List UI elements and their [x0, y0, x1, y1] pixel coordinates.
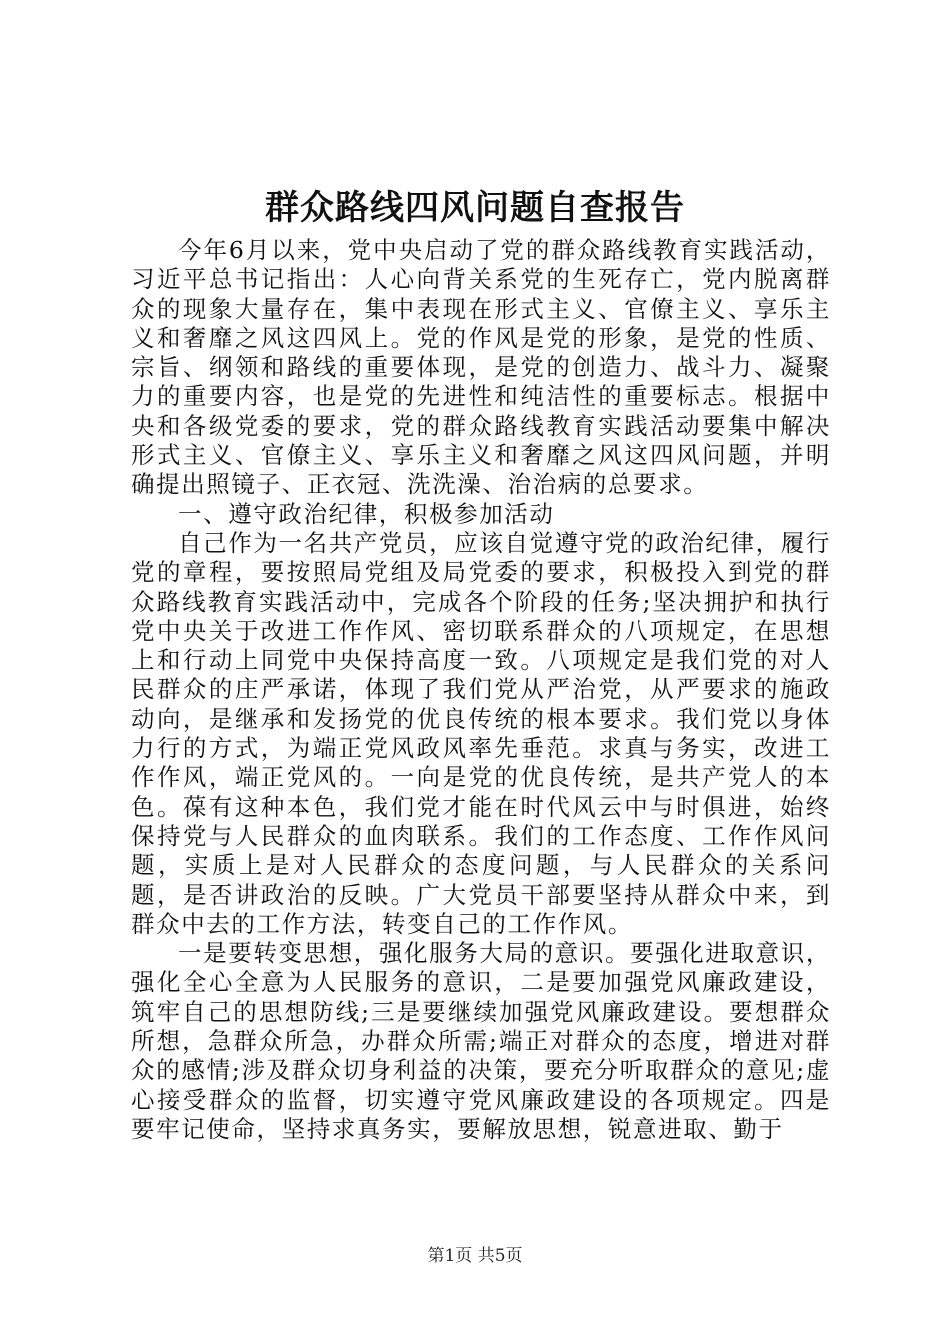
section-heading-1: 一、遵守政治纪律，积极参加活动: [178, 499, 555, 528]
paragraph-intro: 今年6月以来，党中央启动了党的群众路线教育实践活动，习近平总书记指出：人心向背关系党的生死存亡，党内脱离群众的现象大量存在，集中表现在形式主义、官僚主义、享乐主义和奢靡之风这四风上。党的作风是党的形象，是党的性质、宗旨、纲领和路线的重要体现，是党的创造力、战斗力、凝聚力的重要内容，也是党的先进性和纯洁性的重要标志。根据中央和各级党委的要求，党的群众路线教育实践活动要集中解决形式主义、官僚主义、享乐主义和奢靡之风这四风问题，并明确提出照镜子、正衣冠、洗洗澡、治治病的总要求。: [131, 236, 831, 499]
paragraph-measures: 一是要转变思想，强化服务大局的意识。要强化进取意识，强化全心全意为人民服务的意识，二是要加强党风廉政建设，筑牢自己的思想防线;三是要继续加强党风廉政建设。要想群众所想，急群众所急，办群众所需;端正对群众的态度，增进对群众的感情;涉及群众切身利益的决策，要充分听取群众的意见;虚心接受群众的监督，切实遵守党风廉政建设的各项规定。四是要牢记使命，坚持求真务实，要解放思想，锐意进取、勤于: [131, 939, 831, 1143]
paragraph-discipline: 自己作为一名共产党员，应该自觉遵守党的政治纪律，履行党的章程，要按照局党组及局党委的要求，积极投入到党的群众路线教育实践活动中，完成各个阶段的任务;坚决拥护和执行党中央关于改进工作作风、密切联系群众的八项规定，在思想上和行动上同党中央保持高度一致。八项规定是我们党的对人民群众的庄严承诺，体现了我们党从严治党，从严要求的施政动向，是继承和发扬党的优良传统的根本要求。我们党以身体力行的方式，为端正党风政风率先垂范。求真与务实，改进工作作风，端正党风的。一向是党的优良传统，是共产党人的本色。葆有这种本色，我们党才能在时代风云中与时俱进，始终保持党与人民群众的血肉联系。我们的工作态度、工作作风问题，实质上是对人民群众的态度问题，与人民群众的关系问题，是否讲政治的反映。广大党员干部要坚持从群众中来，到群众中去的工作方法，转变自己的工作作风。: [131, 528, 831, 938]
document-body: [131, 236, 831, 1144]
document-title: 群众路线四风问题自查报告: [265, 188, 685, 228]
page-number-footer: 第1页 共5页: [427, 1246, 523, 1266]
